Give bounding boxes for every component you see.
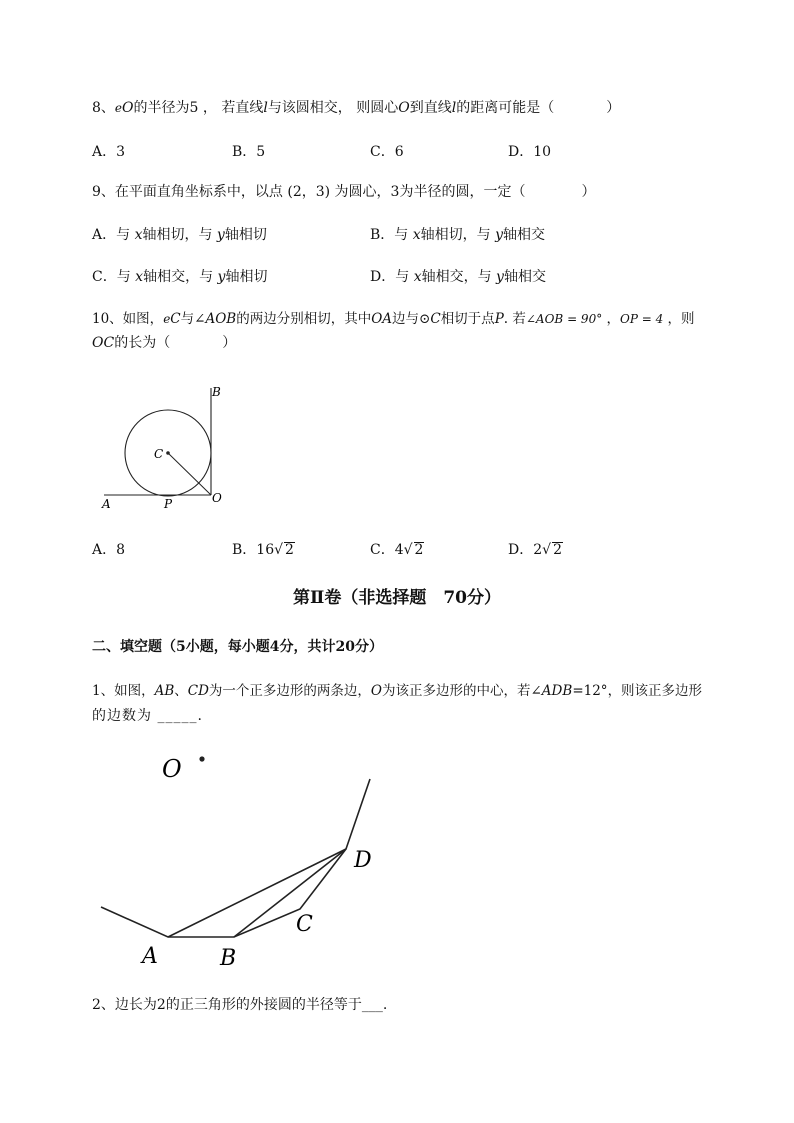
label-o: O — [212, 491, 222, 505]
label-p: P — [164, 497, 173, 511]
q10-option-c[interactable]: C．4√ 2 — [370, 542, 424, 558]
center-point — [166, 451, 170, 455]
circle-symbol: e — [114, 101, 123, 115]
q8-option-b[interactable]: B．5 — [232, 144, 266, 160]
question-8: 8、eO的半径为5 ， 若直线l与该圆相交， 则圆心O到直线l的距离可能是（ ） — [92, 100, 621, 116]
segment-oc — [168, 453, 211, 495]
q10-option-d[interactable]: D．2√ 2 — [508, 542, 562, 558]
q9-option-d[interactable]: D．与 x轴相交，与 y轴相交 — [370, 269, 546, 285]
segment-bd — [234, 849, 346, 937]
q9-option-a[interactable]: A．与 x轴相切，与 y轴相切 — [92, 227, 267, 243]
q10-option-a[interactable]: A．8 — [92, 542, 126, 558]
q8-number: 8、 — [92, 100, 115, 116]
polygon-edges — [101, 779, 370, 937]
f1-figure — [96, 745, 396, 975]
label-o: O — [162, 755, 182, 783]
label-d: D — [354, 848, 372, 873]
q8-option-c[interactable]: C．6 — [370, 144, 404, 160]
label-c: C — [154, 447, 164, 461]
q9-option-c[interactable]: C．与 x轴相交，与 y轴相切 — [92, 269, 268, 285]
center-dot — [199, 756, 204, 761]
q10-figure — [96, 380, 236, 512]
fill-question-1: 1、如图，AB、CD为一个正多边形的两条边，O为该正多边形的中心，若∠ADB=12°，则该正多边形 — [92, 683, 703, 699]
question-10: 10、如图，eC与∠AOB的两边分别相切，其中OA边与⊙C相切于点P. 若∠AOB = 90° ，OP = 4 ，则 — [92, 311, 695, 327]
q8-option-a[interactable]: A．3 — [92, 144, 126, 160]
fill-question-1-line2: 的边数为 _____. — [92, 708, 203, 724]
label-a: A — [142, 944, 158, 969]
label-a: A — [102, 497, 111, 511]
segment-ad — [168, 849, 346, 937]
fill-question-2: 2、边长为2的正三角形的外接圆的半径等于___. — [92, 997, 388, 1013]
q9-option-b[interactable]: B．与 x轴相切，与 y轴相交 — [370, 227, 546, 243]
question-9: 9、在平面直角坐标系中，以点 (2，3) 为圆心，3为半径的圆，一定（ ） — [92, 184, 596, 200]
q8-option-d[interactable]: D．10 — [508, 144, 552, 160]
label-c: C — [296, 912, 313, 937]
question-10-line2: OC的长为（ ） — [92, 335, 237, 351]
label-b: B — [220, 946, 237, 971]
q10-option-b[interactable]: B．16√ 2 — [232, 542, 294, 558]
part-2-title: 二、填空题（5小题，每小题4分，共计20分） — [92, 639, 383, 655]
label-b: B — [212, 385, 221, 399]
section-2-title: 第Ⅱ卷（非选择题 70分） — [293, 588, 501, 608]
